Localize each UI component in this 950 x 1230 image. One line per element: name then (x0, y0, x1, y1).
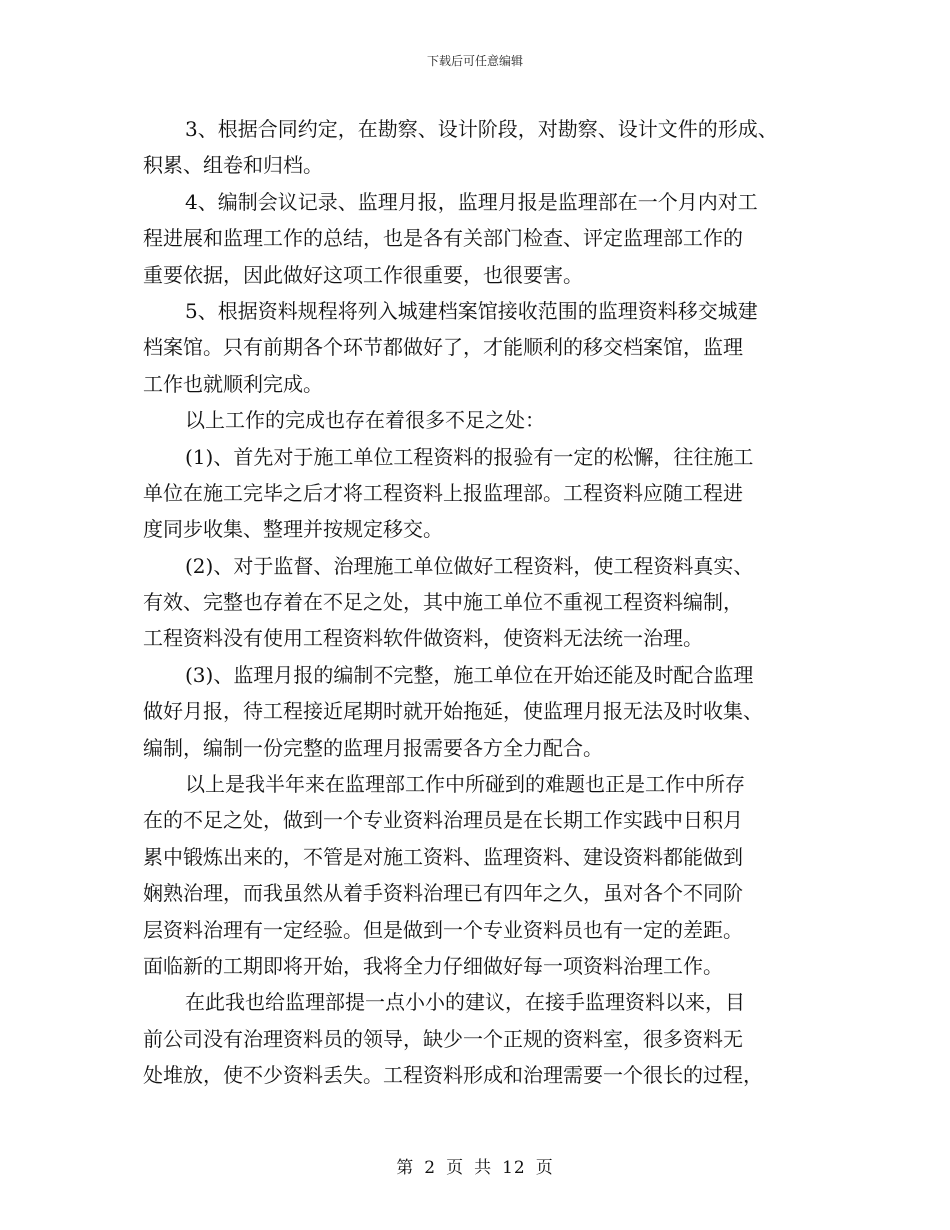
text-line: (1)、首先对于施工单位工程资料的报验有一定的松懈，往往施工 (185, 444, 754, 469)
text-line: 编制，编制一份完整的监理月报需要各方全力配合。 (143, 735, 603, 760)
text-line: (3)、监理月报的编制不完整，施工单位在开始还能及时配合监理 (185, 662, 754, 687)
text-line: 做好月报，待工程接近尾期时就开始拖延，使监理月报无法及时收集、 (143, 699, 763, 724)
text-line: 3、根据合同约定，在勘察、设计阶段，对勘察、设计文件的形成、 (185, 117, 778, 141)
footer-label-page-unit: 页 (446, 1158, 465, 1178)
text-line: 积累、组卷和归档。 (143, 153, 323, 178)
text-line: 累中锻炼出来的，不管是对施工资料、监理资料、建设资料都能做到 (143, 844, 743, 869)
text-line: 层资料治理有一定经验。但是做到一个专业资料员也有一定的差距。 (143, 917, 743, 942)
footer-label-page: 第 (396, 1158, 415, 1178)
text-line: 在的不足之处，做到一个专业资料治理员是在长期工作实践中日积月 (143, 808, 743, 833)
current-page-number: 2 (424, 1158, 437, 1178)
text-line: 度同步收集、整理并按规定移交。 (143, 517, 443, 542)
total-pages-number: 12 (502, 1158, 526, 1178)
text-line: 处堆放，使不少资料丢失。工程资料形成和治理需要一个很长的过程， (143, 1063, 763, 1088)
text-line: 有效、完整也存着在不足之处，其中施工单位不重视工程资料编制， (143, 590, 743, 615)
text-line: 以上是我半年来在监理部工作中所碰到的难题也正是工作中所存 (185, 772, 745, 797)
text-line: 娴熟治理，而我虽然从着手资料治理已有四年之久，虽对各个不同阶 (143, 881, 743, 906)
header-text: 下载后可任意编辑 (426, 54, 523, 68)
document-body (143, 111, 813, 1094)
text-line: 工作也就顺利完成。 (143, 371, 323, 396)
text-line: 面临新的工期即将开始，我将全力仔细做好每一项资料治理工作。 (143, 953, 723, 978)
text-line: 单位在施工完毕之后才将工程资料上报监理部。工程资料应随工程进 (143, 480, 743, 505)
text-line: (2)、对于监督、治理施工单位做好工程资料，使工程资料真实、 (185, 553, 754, 578)
footer-label-total-unit: 页 (535, 1158, 554, 1178)
text-line: 以上工作的完成也存在着很多不足之处： (185, 408, 545, 433)
text-line: 前公司没有治理资料员的领导，缺少一个正规的资料室，很多资料无 (143, 1026, 743, 1051)
page-header (0, 53, 950, 69)
text-line: 工程资料没有使用工程资料软件做资料，使资料无法统一治理。 (143, 626, 703, 651)
text-line: 4、编制会议记录、监理月报，监理月报是监理部在一个月内对工 (185, 189, 758, 214)
footer-label-total: 共 (474, 1158, 493, 1178)
text-line: 重要依据，因此做好这项工作很重要，也很要害。 (143, 262, 583, 287)
text-line: 5、根据资料规程将列入城建档案馆接收范围的监理资料移交城建 (185, 298, 758, 323)
text-line: 在此我也给监理部提一点小小的建议，在接手监理资料以来，目 (185, 990, 745, 1015)
text-line: 程进展和监理工作的总结，也是各有关部门检查、评定监理部工作的 (143, 226, 743, 251)
text-line: 档案馆。只有前期各个环节都做好了，才能顺利的移交档案馆，监理 (143, 335, 743, 360)
page-footer (0, 1157, 950, 1179)
